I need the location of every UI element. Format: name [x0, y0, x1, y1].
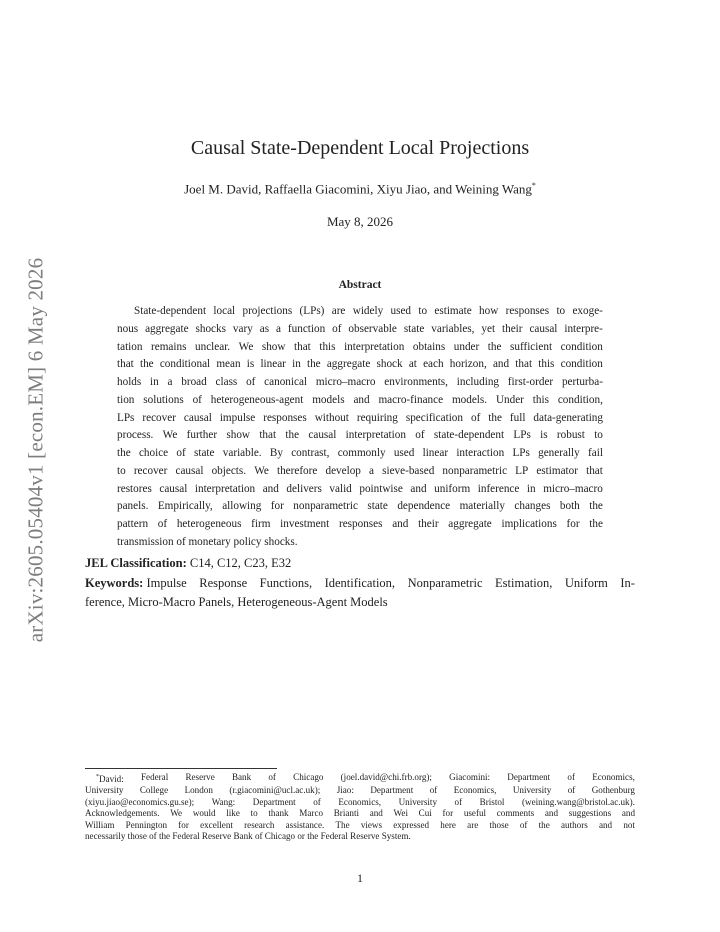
- word: University: [85, 785, 124, 796]
- word: of: [454, 796, 463, 807]
- word: to: [418, 305, 428, 317]
- word: London: [184, 785, 213, 796]
- word: Department: [370, 785, 414, 796]
- word: and: [392, 518, 409, 530]
- word: mean: [216, 358, 241, 371]
- word: generally: [538, 447, 580, 459]
- word: choice: [138, 447, 169, 459]
- word: exoge-: [572, 305, 603, 317]
- word: further: [186, 429, 218, 442]
- word: therefore: [276, 464, 318, 477]
- word: state: [194, 447, 215, 459]
- word: useful: [463, 808, 487, 819]
- word: would: [192, 808, 216, 819]
- paper-date: May 8, 2026: [326, 214, 394, 229]
- word: pointwise: [359, 482, 403, 495]
- word: implications: [501, 518, 557, 530]
- word: a: [369, 464, 374, 477]
- word: Gothenburg: [591, 785, 635, 796]
- word: (xiyu.jiao@economics.gu.se);: [85, 796, 195, 807]
- word: tion: [117, 393, 135, 406]
- abstract-line: [117, 463, 603, 481]
- word: and: [621, 808, 635, 819]
- word: linear: [422, 447, 449, 459]
- word: pattern: [117, 518, 149, 530]
- word: variable.: [222, 447, 262, 459]
- word: that: [294, 340, 311, 353]
- word: and: [598, 819, 613, 830]
- word: comments: [496, 808, 535, 819]
- word: restores: [117, 482, 152, 495]
- footnote-line: [85, 820, 635, 831]
- word: projections: [242, 305, 293, 317]
- word: the: [139, 358, 154, 371]
- word: Under: [495, 393, 524, 406]
- word: nous: [117, 322, 139, 335]
- word: College: [139, 785, 169, 796]
- abstract-line: [117, 481, 603, 499]
- word: show: [261, 340, 286, 353]
- word: models: [312, 393, 345, 406]
- word: a: [167, 376, 173, 388]
- word: unclear.: [195, 340, 231, 353]
- word: broad: [181, 376, 207, 388]
- word: remains: [151, 340, 187, 353]
- word: heterogeneous: [176, 518, 242, 530]
- word: requiring: [356, 411, 398, 424]
- word: panels.: [117, 500, 149, 513]
- word: of: [415, 429, 425, 442]
- word: authors: [560, 819, 588, 830]
- word: develop: [325, 464, 361, 477]
- word: that: [117, 358, 134, 371]
- paper-title: Causal State-Dependent Local Projections: [190, 137, 530, 159]
- word: aggregate: [448, 518, 492, 530]
- word: causal: [183, 411, 212, 424]
- word: State-dependent: [134, 305, 207, 317]
- word: Bank: [231, 772, 252, 782]
- word: for: [178, 819, 189, 830]
- word: in: [526, 482, 536, 495]
- abstract-line: [117, 498, 603, 516]
- abstract-line: [117, 339, 603, 357]
- word: causal: [159, 482, 188, 495]
- word: of: [470, 411, 481, 424]
- word: without: [314, 411, 349, 424]
- word: is: [246, 358, 255, 371]
- word: Bristol: [479, 796, 505, 807]
- word: nonparametric: [442, 464, 508, 477]
- word: of: [246, 376, 256, 388]
- word: state: [403, 322, 425, 335]
- footnote-mark: *: [96, 774, 99, 780]
- word: for: [442, 808, 454, 819]
- word: We: [162, 429, 178, 442]
- word: delivers: [286, 482, 322, 495]
- word: interpretation: [194, 482, 256, 495]
- word: their: [418, 518, 439, 530]
- word: Reserve: [185, 772, 215, 782]
- word: are: [467, 819, 479, 830]
- word: causal: [175, 464, 204, 477]
- author-list: [0, 181, 720, 197]
- word: and: [410, 482, 427, 495]
- word: here: [440, 819, 456, 830]
- word: LP: [515, 464, 529, 477]
- word: obtains: [412, 340, 446, 353]
- word: condition,: [557, 393, 603, 406]
- word: LPs: [513, 429, 531, 442]
- word: of: [192, 393, 202, 406]
- word: solutions: [143, 393, 184, 406]
- word: and: [369, 808, 383, 819]
- word: to: [250, 808, 258, 819]
- word: changes: [514, 500, 551, 513]
- word: estimate: [434, 305, 472, 317]
- word: widely: [352, 305, 384, 317]
- word: expressed: [393, 819, 430, 830]
- word: first-order: [507, 376, 554, 388]
- word: class: [215, 376, 238, 388]
- abstract-line: transmission of monetary policy shocks.: [117, 535, 298, 548]
- word: thank: [268, 808, 289, 819]
- word: that: [515, 358, 533, 371]
- word: (joel.david@chi.frb.org);: [340, 772, 432, 782]
- word: and: [492, 358, 510, 371]
- abstract-line: [117, 374, 603, 392]
- word: local: [213, 305, 236, 317]
- word: shock: [376, 358, 403, 371]
- word: each: [423, 358, 444, 371]
- word: causal: [529, 322, 558, 335]
- word: In-: [620, 576, 635, 590]
- abstract-line: [117, 321, 603, 339]
- abstract-line: [117, 445, 603, 463]
- word: nonparametric: [293, 500, 358, 513]
- word: is: [540, 429, 548, 442]
- word: tation: [117, 340, 143, 353]
- abstract-line: [117, 356, 603, 374]
- word: heterogeneous-agent: [210, 393, 304, 406]
- word: of: [429, 785, 438, 796]
- word: Response: [199, 576, 248, 590]
- word: uniform: [434, 482, 471, 495]
- word: for: [566, 518, 580, 530]
- word: this: [538, 358, 555, 371]
- keywords-text-continued: ference, Micro-Macro Panels, Heterogeneous-Agent Models: [85, 595, 388, 609]
- word: of: [313, 796, 321, 807]
- word: Estimation,: [495, 576, 553, 590]
- word: sieve-based: [382, 464, 435, 477]
- word: contrast,: [291, 447, 330, 459]
- word: (r.giacomini@ucl.ac.uk);: [229, 785, 321, 796]
- word: Empirically,: [157, 500, 213, 513]
- word: under: [453, 340, 480, 353]
- word: LPs: [512, 447, 530, 459]
- word: shocks: [195, 322, 226, 335]
- word: not: [623, 819, 635, 830]
- word: By: [269, 447, 283, 459]
- author-names: Joel M. David, Raffaella Giacomini, Xiyu Jiao, and Weining Wang: [184, 181, 532, 197]
- word: Economics,: [338, 796, 382, 807]
- page-number: 1: [357, 871, 363, 885]
- word: We: [254, 464, 269, 477]
- word: *David:: [96, 774, 124, 785]
- word: the: [488, 411, 502, 424]
- word: LPs: [117, 411, 135, 424]
- word: allowing: [222, 500, 262, 513]
- word: aggregate: [145, 322, 189, 335]
- word: (LPs): [299, 305, 325, 317]
- word: objects.: [211, 464, 247, 477]
- word: We: [170, 808, 183, 819]
- word: University: [512, 785, 552, 796]
- word: inference: [477, 482, 520, 495]
- footnote-line: [85, 808, 635, 819]
- word: materially: [459, 500, 505, 513]
- word: We: [238, 340, 254, 353]
- word: Identification,: [324, 576, 396, 590]
- word: used: [393, 447, 415, 459]
- word: Economics,: [592, 772, 635, 782]
- word: Pennington: [125, 819, 168, 830]
- word: responses: [263, 411, 307, 424]
- word: state-dependent: [433, 429, 505, 442]
- word: observable: [348, 322, 397, 335]
- word: interpre-: [564, 322, 603, 335]
- word: like: [226, 808, 240, 819]
- word: condition: [560, 358, 603, 371]
- word: environments,: [384, 376, 448, 388]
- word: excellent: [200, 819, 233, 830]
- word: Marco: [299, 808, 324, 819]
- word: and: [544, 808, 558, 819]
- word: interaction: [456, 447, 505, 459]
- word: firm: [251, 518, 271, 530]
- keywords-lead: Keywords: Impulse: [85, 576, 187, 590]
- word: of: [157, 518, 168, 530]
- jel-label: JEL Classification:: [85, 556, 187, 570]
- word: to: [556, 305, 566, 317]
- abstract-line: [117, 392, 603, 410]
- keywords-block: [85, 574, 635, 612]
- word: recover: [133, 464, 168, 477]
- word: of: [519, 819, 528, 830]
- word: in: [150, 376, 159, 388]
- footnote-rule: [85, 768, 277, 769]
- word: the: [538, 819, 550, 830]
- word: dependence: [397, 500, 451, 513]
- word: Brianti: [333, 808, 359, 819]
- word: micro–macro: [315, 376, 376, 388]
- word: linear: [260, 358, 286, 371]
- word: vary: [232, 322, 253, 335]
- abstract-body: [117, 303, 603, 552]
- word: estimator: [536, 464, 578, 477]
- word: function: [287, 322, 326, 335]
- word: state: [367, 500, 388, 513]
- word: valid: [329, 482, 352, 495]
- word: Economics,: [453, 785, 497, 796]
- word: that: [259, 429, 277, 442]
- word: and: [262, 482, 279, 495]
- word: canonical: [264, 376, 308, 388]
- word: Department: [252, 796, 296, 807]
- word: both: [559, 500, 580, 513]
- keywords-line: [85, 593, 635, 612]
- word: interpretation: [344, 340, 405, 353]
- word: the: [117, 447, 131, 459]
- word: conditional: [159, 358, 211, 371]
- word: Functions,: [259, 576, 313, 590]
- word: Giacomini:: [449, 772, 491, 782]
- abstract-line: [117, 427, 603, 445]
- word: impulse: [219, 411, 256, 424]
- word: variables,: [431, 322, 475, 335]
- word: yet: [481, 322, 496, 335]
- word: of: [176, 447, 186, 459]
- word: process.: [117, 429, 154, 442]
- word: that: [586, 464, 603, 477]
- word: their: [502, 322, 523, 335]
- word: views: [360, 819, 383, 830]
- footnote-line: [85, 797, 635, 808]
- word: condition: [560, 340, 603, 353]
- jel-codes: C14, C12, C23, E32: [189, 556, 292, 570]
- word: perturba-: [561, 376, 603, 388]
- word: to: [594, 429, 603, 442]
- word: the: [589, 500, 603, 513]
- word: commonly: [337, 447, 386, 459]
- word: Chicago: [293, 772, 324, 782]
- word: and: [353, 393, 370, 406]
- word: show: [226, 429, 251, 442]
- word: how: [479, 305, 499, 317]
- word: investment: [280, 518, 330, 530]
- word: aggregate: [326, 358, 371, 371]
- word: including: [456, 376, 500, 388]
- footnote-line: necessarily those of the Federal Reserve Bank of Chicago or the Federal Reserve System.: [85, 831, 411, 842]
- abstract-heading: Abstract: [338, 279, 382, 291]
- word: holds: [117, 376, 142, 388]
- word: the: [487, 340, 502, 353]
- word: Uniform: [564, 576, 608, 590]
- author-footnote: [85, 772, 635, 842]
- jel-classification: [85, 556, 291, 571]
- word: models.: [451, 393, 488, 406]
- word: at: [408, 358, 417, 371]
- word: as: [259, 322, 270, 335]
- word: a: [276, 322, 281, 335]
- word: of: [332, 322, 342, 335]
- footnote-line: [85, 785, 635, 796]
- word: (weining.wang@bristol.ac.uk).: [521, 796, 635, 807]
- word: sufficient: [510, 340, 553, 353]
- word: causal: [308, 429, 337, 442]
- word: recover: [142, 411, 176, 424]
- word: The: [335, 819, 350, 830]
- word: Department: [507, 772, 551, 782]
- word: suggestions: [568, 808, 612, 819]
- word: fail: [588, 447, 603, 459]
- word: interpretation: [345, 429, 406, 442]
- word: Cui: [418, 808, 432, 819]
- word: William: [85, 819, 115, 830]
- abstract-line: [117, 303, 603, 321]
- word: used: [390, 305, 412, 317]
- word: in: [292, 358, 301, 371]
- word: for: [270, 500, 284, 513]
- word: Jiao:: [336, 785, 354, 796]
- footnote-line: [85, 772, 635, 785]
- word: full: [509, 411, 526, 424]
- word: responses: [338, 518, 383, 530]
- word: of: [268, 772, 276, 782]
- word: the: [589, 518, 603, 530]
- word: this: [532, 393, 549, 406]
- word: macro-finance: [378, 393, 444, 406]
- word: micro–macro: [543, 482, 603, 495]
- arxiv-identifier-stamp: arXiv:2605.05404v1 [econ.EM] 6 May 2026: [23, 257, 48, 643]
- author-footnote-mark: *: [531, 181, 536, 190]
- word: the: [285, 429, 300, 442]
- word: assistance.: [285, 819, 325, 830]
- word: of: [567, 785, 576, 796]
- word: data-generating: [533, 411, 603, 424]
- word: Nonparametric: [407, 576, 483, 590]
- abstract-line: [117, 410, 603, 428]
- word: Federal: [140, 772, 169, 782]
- abstract-line: [117, 516, 603, 534]
- word: Wang:: [211, 796, 236, 807]
- word: those: [489, 819, 509, 830]
- keywords-line: [85, 574, 635, 593]
- word: University: [398, 796, 437, 807]
- word: specification: [405, 411, 463, 424]
- word: robust: [556, 429, 585, 442]
- word: are: [331, 305, 346, 317]
- word: Wei: [393, 808, 408, 819]
- word: of: [567, 772, 575, 782]
- word: horizon,: [449, 358, 487, 371]
- word: the: [306, 358, 321, 371]
- word: to: [117, 464, 126, 477]
- word: responses: [505, 305, 550, 317]
- word: this: [319, 340, 336, 353]
- word: Acknowledgements.: [85, 808, 160, 819]
- word: research: [244, 819, 275, 830]
- keywords-label: Keywords:: [85, 576, 144, 590]
